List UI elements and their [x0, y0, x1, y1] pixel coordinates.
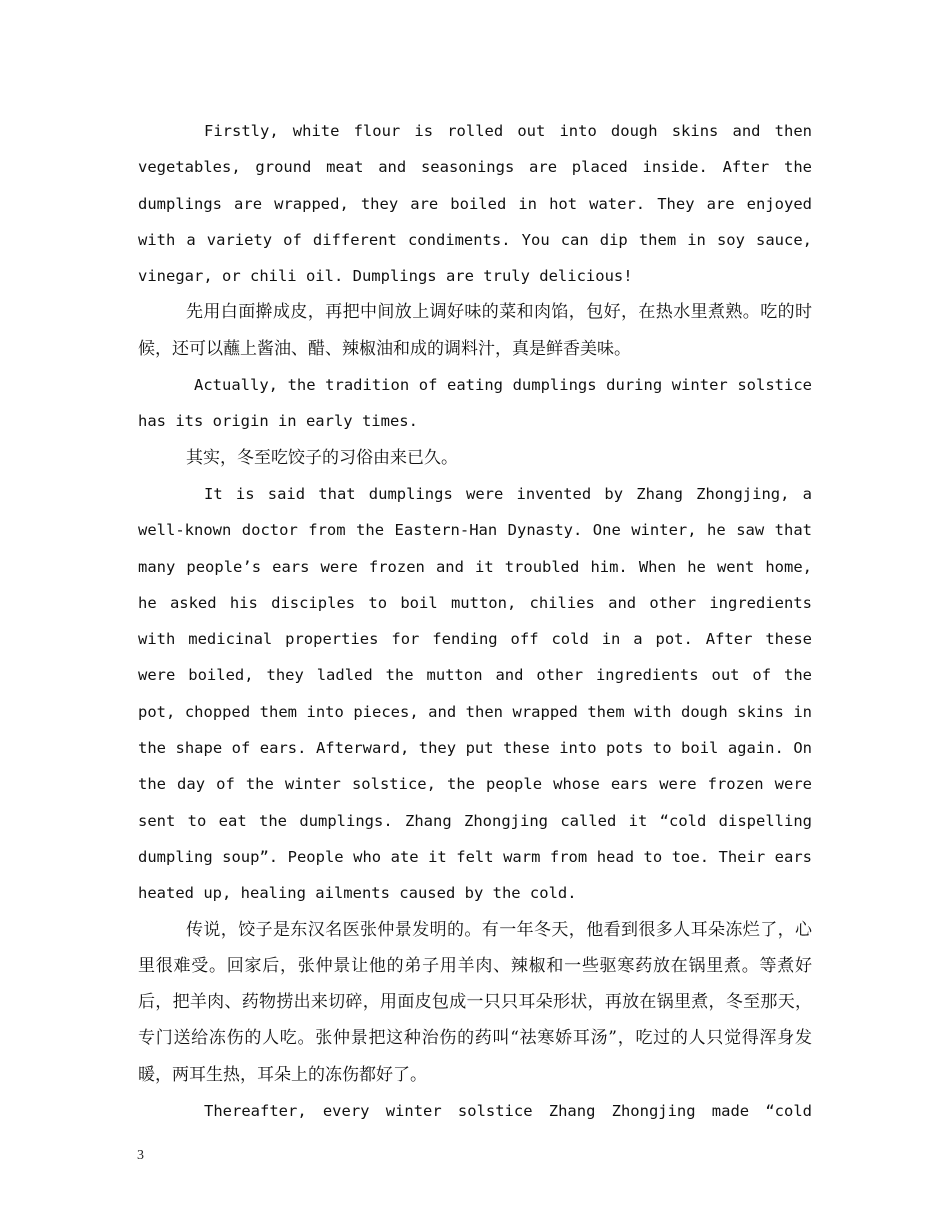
document-body	[138, 113, 812, 1129]
paragraph-english-1: Firstly, white flour is rolled out into dough skins and then vegetables, ground meat and seasonings are placed inside. After the dumplings are wrapped, they are boiled in hot water. They are enjoyed with a variety of different condiments. You can dip them in soy sauce, vinegar, or chili oil. Dumplings are truly delicious!	[138, 122, 812, 286]
paragraph-chinese-2: 其实，冬至吃饺子的习俗由来已久。	[186, 447, 458, 468]
paragraph-chinese-1: 先用白面擀成皮，再把中间放上调好味的菜和肉馅，包好，在热水里煮熟。吃的时候，还可以蘸上酱油、醋、辣椒油和成的调料汁，真是鲜香美味。	[138, 302, 812, 359]
paragraph-english-2: Actually, the tradition of eating dumplings during winter solstice has its origin in early times.	[138, 376, 812, 431]
paragraph-english-3: It is said that dumplings were invented by Zhang Zhongjing, a well-known doctor from the Eastern-Han Dynasty. One winter, he saw that many people’s ears were frozen and it troubled him. When he went home, he asked his disciples to boil mutton, chilies and other ingredients with medicinal properties for fending off cold in a pot. After these were boiled, they ladled the mutton and other ingredients out of the pot, chopped them into pieces, and then wrapped them with dough skins in the shape of ears. Afterward, they put these into pots to boil again. On the day of the winter solstice, the people whose ears were frozen were sent to eat the dumplings. Zhang Zhongjing called it “cold dispelling dumpling soup”. People who ate it felt warm from head to toe. Their ears heated up, healing ailments caused by the cold.	[138, 484, 812, 903]
paragraph-chinese-3: 传说，饺子是东汉名医张仲景发明的。有一年冬天，他看到很多人耳朵冻烂了，心里很难受。回家后，张仲景让他的弟子用羊肉、辣椒和一些驱寒药放在锅里煮。等煮好后，把羊肉、药物捞出来切碎，用面皮包成一只只耳朵形状，再放在锅里煮，冬至那天，专门送给冻伤的人吃。张仲景把这种治伤的药叫“祛寒娇耳汤”，吃过的人只觉得浑身发暖，两耳生热，耳朵上的冻伤都好了。	[138, 919, 812, 1085]
page-number: 3	[137, 1148, 144, 1163]
paragraph-english-4: Thereafter, every winter solstice Zhang Zhongjing made “cold	[204, 1102, 812, 1121]
